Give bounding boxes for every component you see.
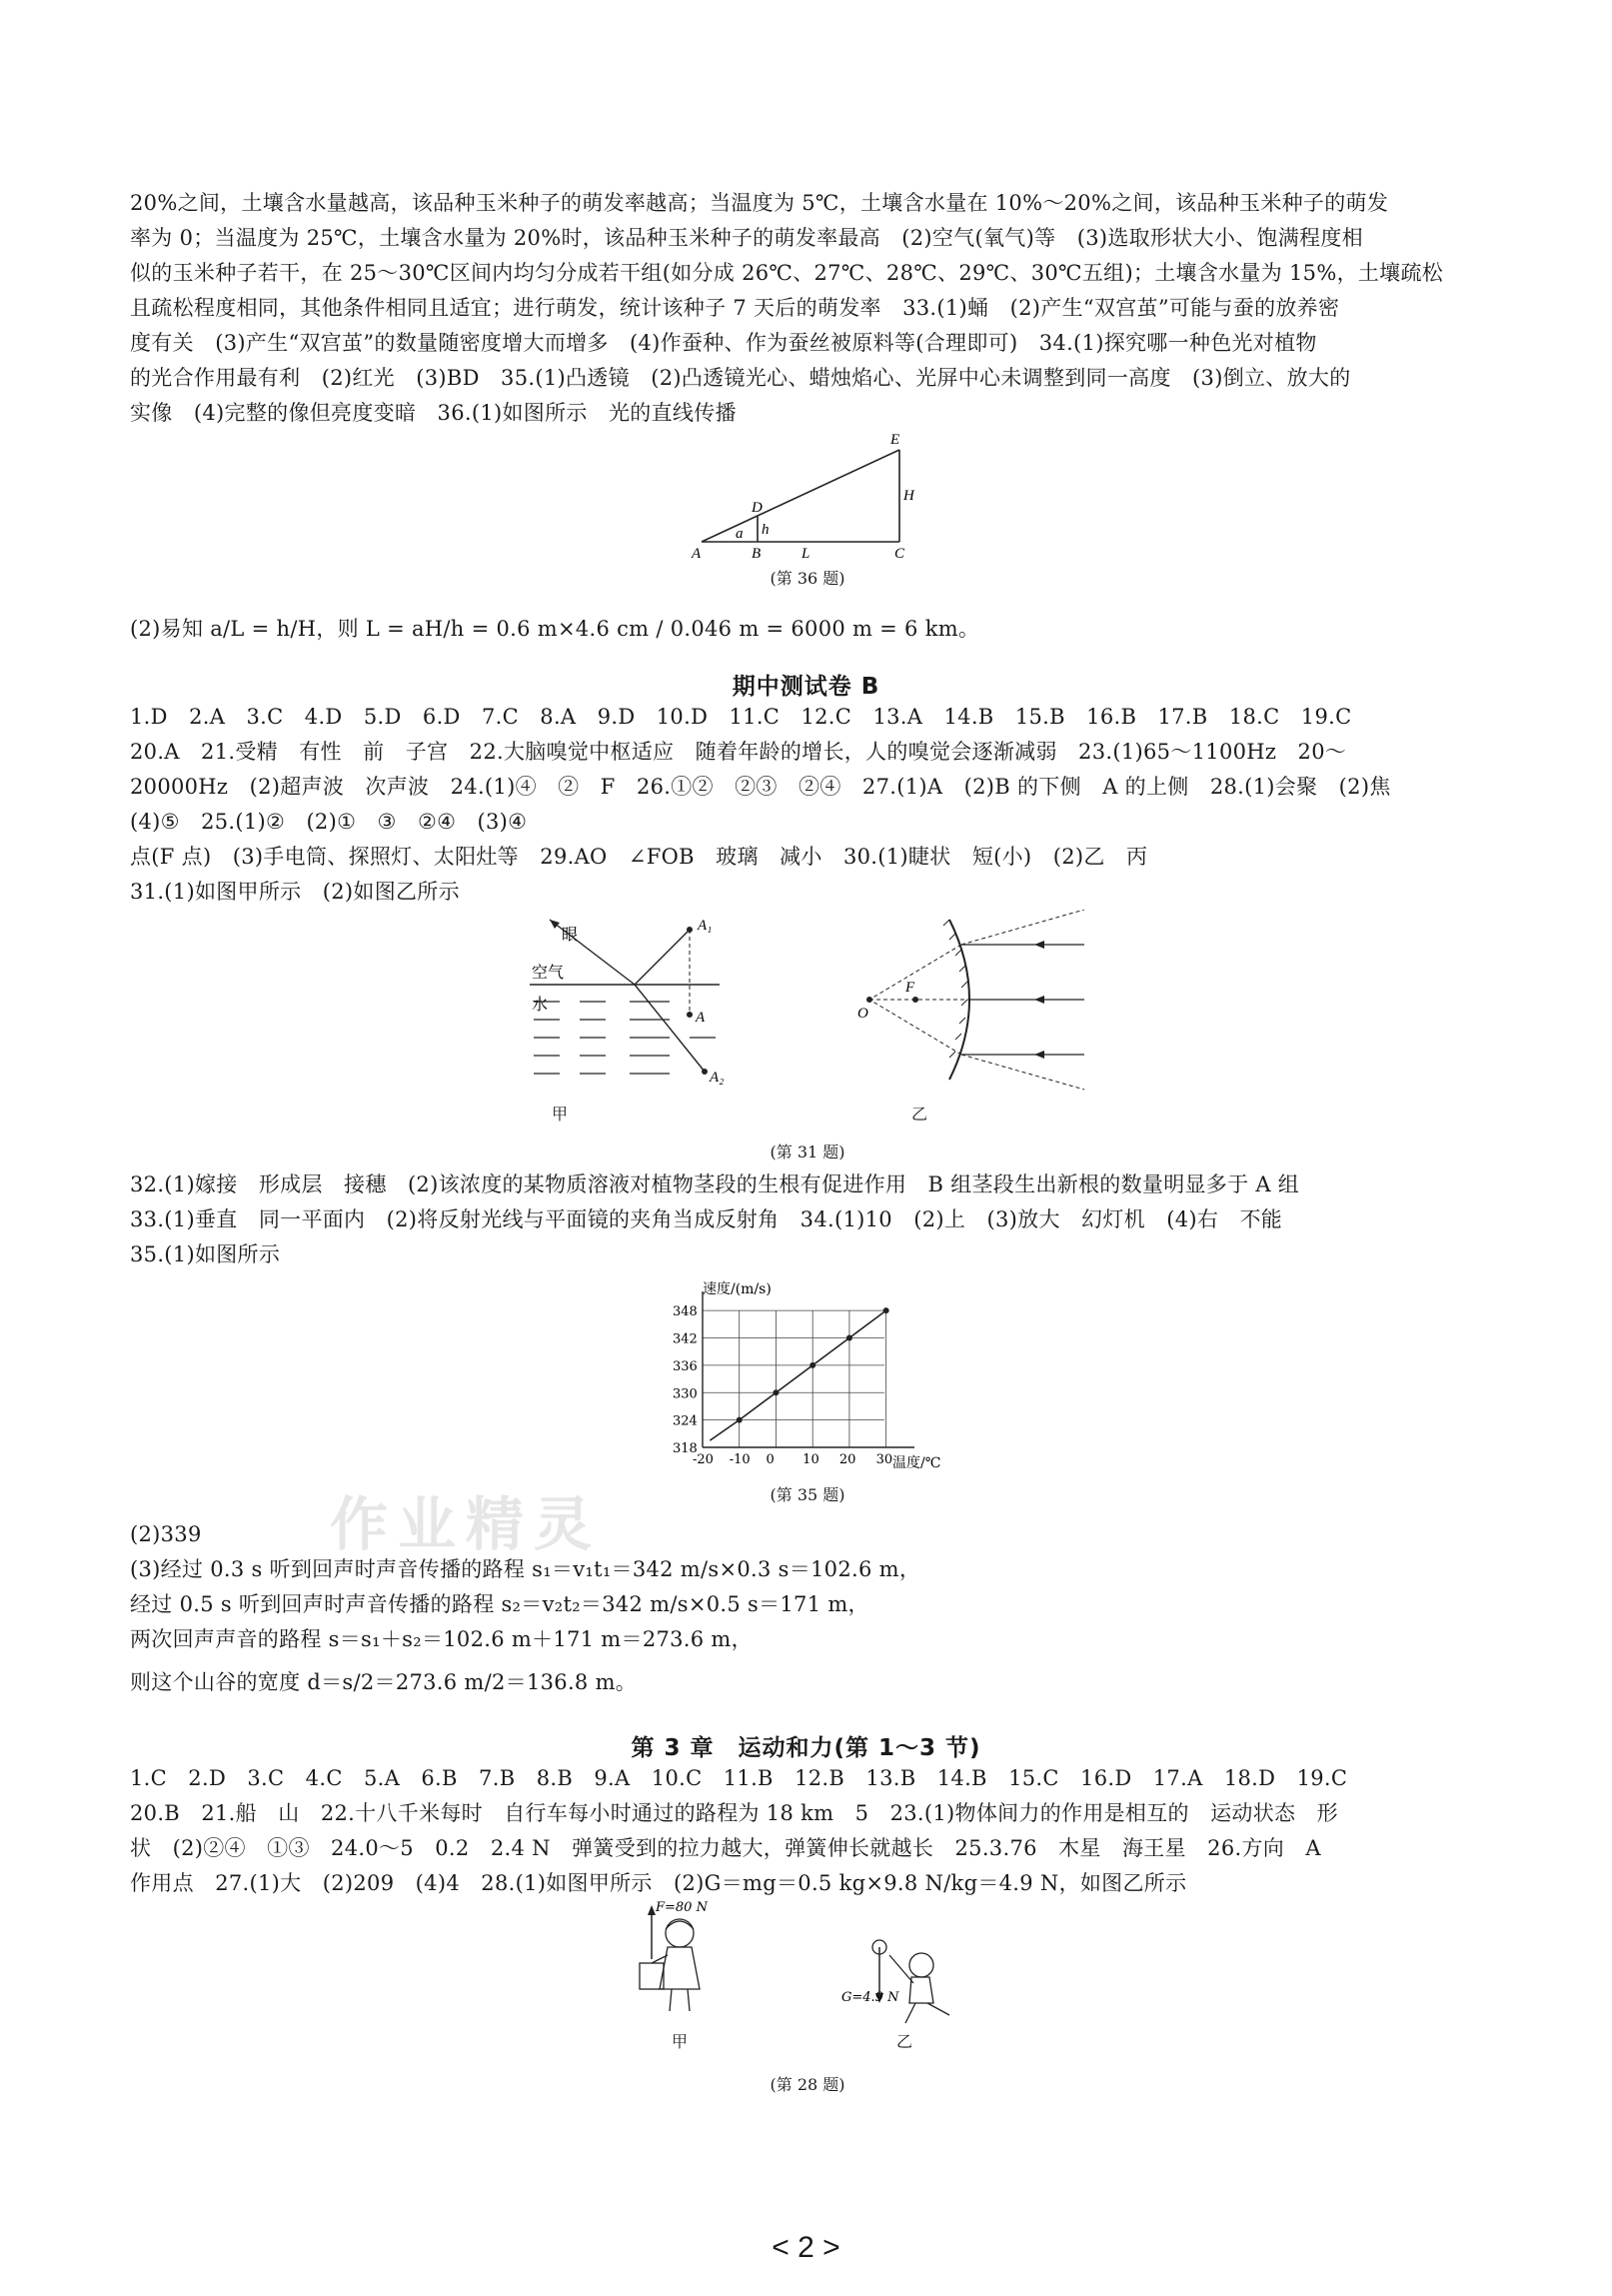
figure-28-yi xyxy=(839,1929,979,2029)
text-line: 实像 (4)完整的像但亮度变暗 36.(1)如图所示 光的直线传播 xyxy=(130,401,737,425)
y-tick-label: 324 xyxy=(673,1413,698,1429)
text-line: 点(F 点) (3)手电筒、探照灯、太阳灶等 29.AO ∠FOB 玻璃 减小 30.(1)睫状 短(小) (2)乙 丙 xyxy=(130,845,1148,869)
text-line: 20.B 21.船 山 22.十八千米每时 自行车每小时通过的路程为 18 km 5 23.(1)物体间力的作用是相互的 运动状态 形 xyxy=(130,1801,1338,1825)
label-H: H xyxy=(903,488,914,504)
text-line: 状 (2)②④ ①③ 24.0～5 0.2 2.4 N 弹簧受到的拉力越大，弹簧伸长就越长 25.3.76 木星 海王星 26.方向 A xyxy=(130,1836,1321,1860)
figure-35-chart xyxy=(655,1279,954,1479)
page-number: < 2 > xyxy=(772,2231,840,2264)
y-tick-label: 330 xyxy=(673,1386,698,1402)
figure-31-jia-label: 甲 xyxy=(551,1105,568,1124)
x-tick-label: 10 xyxy=(803,1452,819,1467)
text-line: 32.(1)嫁接 形成层 接穗 (2)该浓度的某物质溶液对植物茎段的生根有促进作用 B 组茎段生出新根的数量明显多于 A 组 xyxy=(130,1172,1300,1196)
text-line: 20.A 21.受精 有性 前 子宫 22.大脑嗅觉中枢适应 随着年龄的增长，人的嗅觉会逐渐减弱 23.(1)65～1100Hz 20～ xyxy=(130,740,1347,764)
y-tick-label: 348 xyxy=(673,1304,698,1320)
label-A: A xyxy=(696,1010,706,1026)
label-A1: A₁ xyxy=(698,918,713,934)
label-L: L xyxy=(802,546,810,560)
figure-28-jia-label: 甲 xyxy=(671,2032,688,2051)
figure-31-jia xyxy=(520,910,760,1100)
force-g-label: G=4.9 N xyxy=(841,1990,899,2005)
air-label: 空气 xyxy=(532,963,565,982)
label-A2: A₂ xyxy=(710,1070,725,1086)
text-line: 作用点 27.(1)大 (2)209 (4)4 28.(1)如图甲所示 (2)G＝mg＝0.5 kg×9.8 N/kg＝4.9 N，如图乙所示 xyxy=(130,1871,1187,1895)
formula-36: (2)易知 a/L = h/H，则 L = aH/h = 0.6 m×4.6 cm / 0.046 m = 6000 m = 6 km。 xyxy=(130,617,980,641)
data-point xyxy=(809,1362,815,1368)
eye-label: 眼 xyxy=(562,925,579,944)
text-line: 且疏松程度相同，其他条件相同且适宜；进行萌发，统计该种子 7 天后的萌发率 33.(1)蛹 (2)产生“双宫茧”可能与蚕的放养密 xyxy=(130,296,1340,320)
x-axis-label: 温度/℃ xyxy=(892,1455,941,1471)
label-h: h xyxy=(762,522,770,538)
text-line: 两次回声声音的路程 s＝s₁＋s₂＝102.6 m＋171 m＝273.6 m， xyxy=(130,1627,753,1651)
figure-31-yi xyxy=(849,910,1089,1100)
label-E: E xyxy=(890,432,900,448)
figure-35-caption: (第 35 题) xyxy=(770,1485,845,1504)
answer-block-b xyxy=(130,700,1481,910)
text-line: 20%之间，土壤含水量越高，该品种玉米种子的萌发率越高；当温度为 5℃，土壤含水量在 10%～20%之间，该品种玉米种子的萌发 xyxy=(130,191,1389,215)
figure-28-yi-label: 乙 xyxy=(895,2032,912,2051)
x-tick-label: -10 xyxy=(729,1452,751,1467)
figure-28-caption: (第 28 题) xyxy=(770,2075,845,2094)
label-a: a xyxy=(736,526,744,542)
label-D: D xyxy=(752,500,763,516)
text-line: 1.D 2.A 3.C 4.D 5.D 6.D 7.C 8.A 9.D 10.D 11.C 12.C 13.A 14.B 15.B 16.B 17.B 18.C 19.C xyxy=(130,705,1352,729)
text-line: 33.(1)垂直 同一平面内 (2)将反射光线与平面镜的夹角当成反射角 34.(1)10 (2)上 (3)放大 幻灯机 (4)右 不能 xyxy=(130,1207,1283,1231)
answer-block-chapter-3 xyxy=(130,1761,1481,1901)
figure-36-caption: (第 36 题) xyxy=(770,569,845,588)
text-line: 1.C 2.D 3.C 4.C 5.A 6.B 7.B 8.B 9.A 10.C 11.B 12.B 13.B 14.B 15.C 16.D 17.A 18.D 19.C xyxy=(130,1766,1348,1790)
text-line: 35.(1)如图所示 xyxy=(130,1242,281,1266)
text-line: 似的玉米种子若干，在 25～30℃区间内均匀分成若干组(如分成 26℃、27℃、28℃、29℃、30℃五组)；土壤含水量为 15%，土壤疏松 xyxy=(130,261,1444,285)
data-point xyxy=(846,1335,852,1341)
answer-block-1 xyxy=(130,186,1481,431)
data-point xyxy=(773,1389,779,1395)
watermark: 作业精灵 xyxy=(330,1490,603,1558)
x-tick-label: 0 xyxy=(766,1452,775,1467)
label-C: C xyxy=(894,546,905,560)
water-label: 水 xyxy=(532,995,549,1014)
text-line: 率为 0；当温度为 25℃，土壤含水量为 20%时，该品种玉米种子的萌发率最高 (2)空气(氧气)等 (3)选取形状大小、饱满程度相 xyxy=(130,226,1363,250)
text-line: 则这个山谷的宽度 d＝s/2＝273.6 m/2＝136.8 m。 xyxy=(130,1670,638,1694)
label-A: A xyxy=(692,546,702,560)
text-line: 度有关 (3)产生“双宫茧”的数量随密度增大而增多 (4)作蚕种、作为蚕丝被原料等(合理即可) 34.(1)探究哪一种色光对植物 xyxy=(130,331,1317,355)
text-line: (2)339 xyxy=(130,1522,202,1546)
figure-28-jia xyxy=(630,1899,730,2019)
text-line: (4)⑤ 25.(1)② (2)① ③ ②④ (3)④ xyxy=(130,810,528,834)
section-title-chapter-3: 第 3 章 运动和力(第 1～3 节) xyxy=(631,1735,981,1761)
data-point xyxy=(883,1307,889,1313)
force-f-label: F=80 N xyxy=(656,1900,708,1915)
text-line: (3)经过 0.3 s 听到回声时声音传播的路程 s₁＝v₁t₁＝342 m/s×0.3 s＝102.6 m， xyxy=(130,1557,921,1581)
answer-block-2 xyxy=(130,1167,1481,1272)
x-tick-label: -20 xyxy=(693,1452,714,1467)
label-B: B xyxy=(752,546,762,560)
text-line: 经过 0.5 s 听到回声时声音传播的路程 s₂＝v₂t₂＝342 m/s×0.5 s＝171 m， xyxy=(130,1592,869,1616)
label-F: F xyxy=(905,980,915,996)
x-tick-label: 30 xyxy=(875,1452,893,1467)
x-tick-label: 20 xyxy=(838,1452,856,1467)
text-line: 20000Hz (2)超声波 次声波 24.(1)④ ② F 26.①② ②③ ②④ 27.(1)A (2)B 的下侧 A 的上侧 28.(1)会聚 (2)焦 xyxy=(130,775,1391,799)
section-title-midterm-b: 期中测试卷 B xyxy=(732,674,880,700)
text-line: 31.(1)如图甲所示 (2)如图乙所示 xyxy=(130,880,460,904)
y-tick-label: 318 xyxy=(673,1441,698,1456)
series-line xyxy=(710,1310,885,1440)
data-point xyxy=(737,1417,743,1423)
text-line: 的光合作用最有利 (2)红光 (3)BD 35.(1)凸透镜 (2)凸透镜光心、蜡烛焰心、光屏中心未调整到同一高度 (3)倒立、放大的 xyxy=(130,366,1351,390)
figure-31-yi-label: 乙 xyxy=(910,1105,927,1124)
label-O: O xyxy=(857,1006,868,1022)
y-tick-label: 342 xyxy=(673,1331,698,1347)
y-tick-label: 336 xyxy=(673,1358,698,1374)
y-axis-label: 速度/(m/s) xyxy=(703,1281,772,1297)
figure-36-triangle xyxy=(690,430,929,560)
figure-31-caption: (第 31 题) xyxy=(770,1143,845,1161)
